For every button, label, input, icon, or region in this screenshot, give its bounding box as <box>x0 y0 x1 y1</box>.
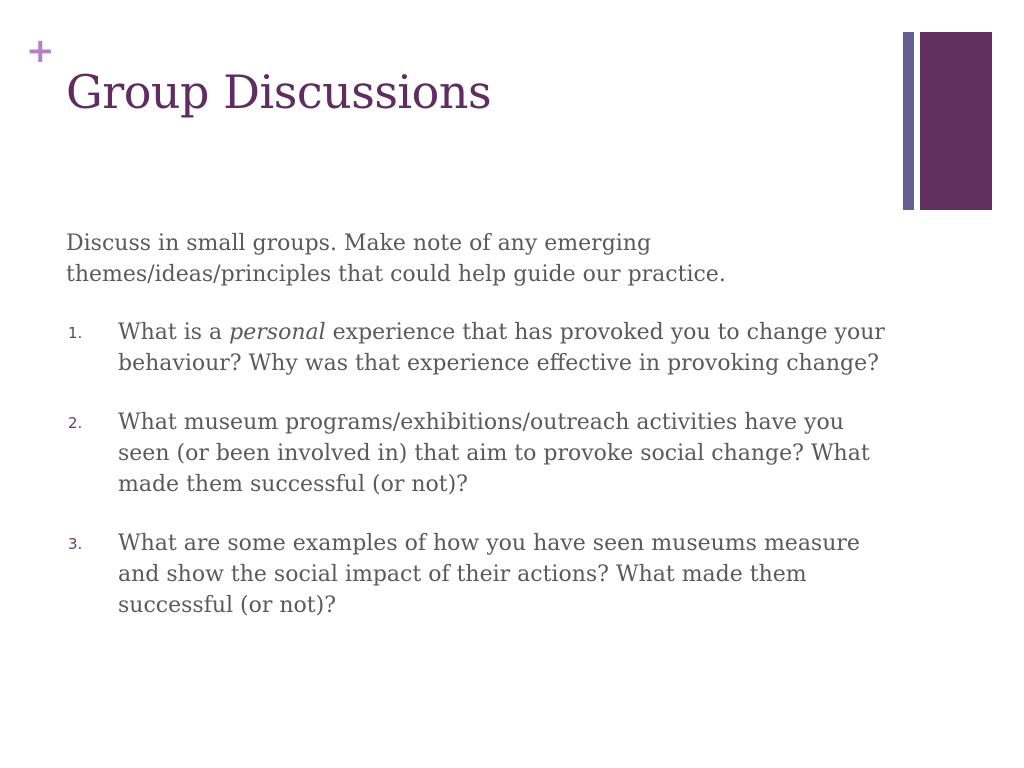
question-number: 2. <box>68 414 83 432</box>
question-text: What museum programs/exhibitions/outreach activities have you seen (or been involved in) that aim to provoke social change? What made them successful (or not)? <box>118 410 870 497</box>
question-emphasis: personal <box>229 320 326 345</box>
question-item-2 <box>66 407 896 500</box>
decorative-bar-thin <box>903 32 914 210</box>
question-list <box>66 317 896 649</box>
slide-title: Group Discussions <box>66 65 492 119</box>
question-number: 3. <box>68 535 83 553</box>
question-text-lead: What is a <box>118 320 230 345</box>
question-text-rest: experience that has provoked you to change your behaviour? Why was that experience effective in provoking change? <box>118 320 885 376</box>
question-item-3 <box>66 528 896 621</box>
intro-text: Discuss in small groups. Make note of any emerging themes/ideas/principles that could help guide our practice. <box>66 231 726 287</box>
decorative-bar-wide <box>920 32 992 210</box>
plus-icon: + <box>26 31 55 71</box>
question-number: 1. <box>68 324 83 342</box>
question-item-1 <box>66 317 896 379</box>
question-text <box>118 320 885 376</box>
question-text: What are some examples of how you have seen museums measure and show the social impact of their actions? What made them successful (or not)? <box>118 531 860 618</box>
